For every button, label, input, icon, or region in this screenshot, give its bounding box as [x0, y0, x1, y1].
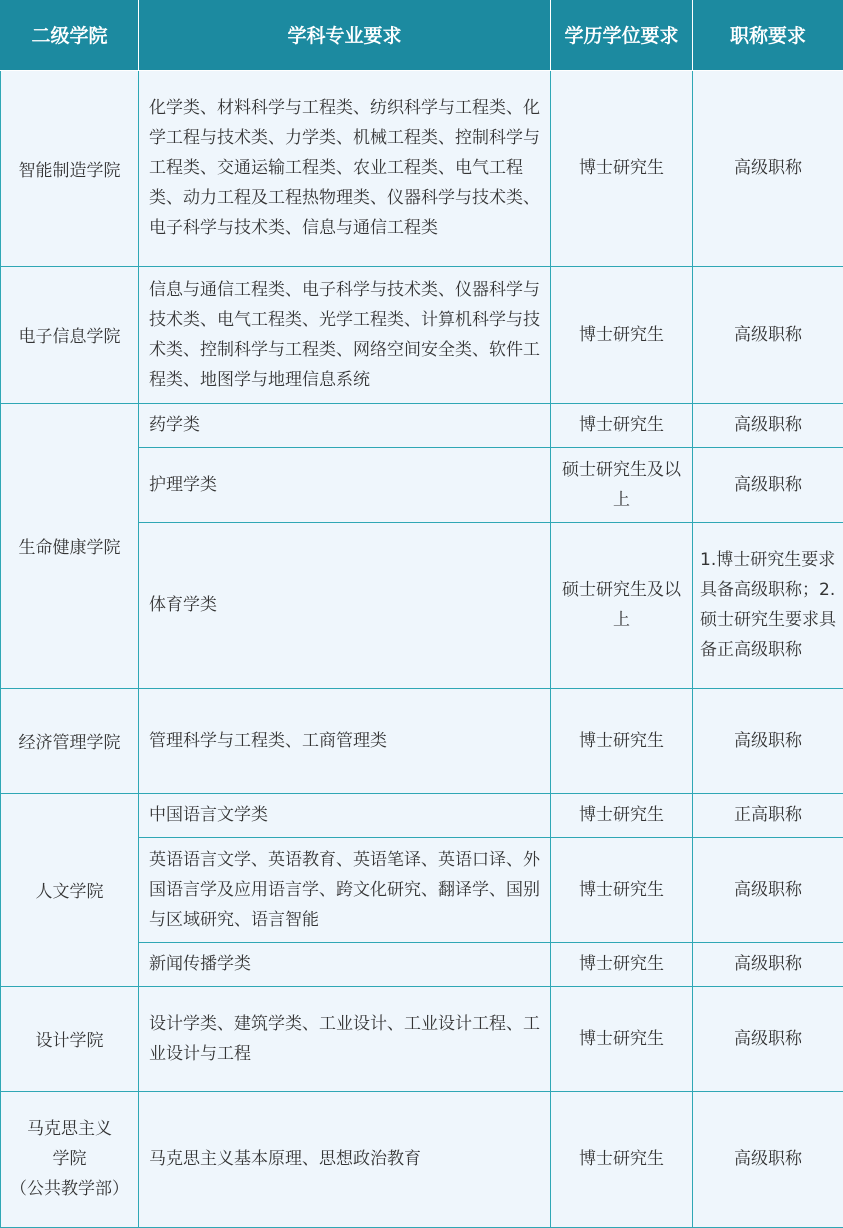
- college-cell: 设计学院: [1, 986, 139, 1091]
- subject-cell: 管理科学与工程类、工商管理类: [139, 688, 551, 793]
- title-cell: 高级职称: [693, 1091, 843, 1227]
- college-cell: 生命健康学院: [1, 403, 139, 688]
- table-row: [1, 70, 843, 266]
- header-degree: 学历学位要求: [551, 0, 693, 70]
- degree-cell: 博士研究生: [551, 986, 693, 1091]
- title-cell: 1.博士研究生要求具备高级职称；2.硕士研究生要求具备正高级职称: [693, 522, 843, 688]
- degree-cell: 博士研究生: [551, 70, 693, 266]
- subject-cell: 设计学类、建筑学类、工业设计、工业设计工程、工业设计与工程: [139, 986, 551, 1091]
- title-cell: 正高职称: [693, 793, 843, 837]
- degree-cell: 博士研究生: [551, 266, 693, 403]
- table-row: [1, 688, 843, 793]
- college-cell: 经济管理学院: [1, 688, 139, 793]
- subject-cell: 体育学类: [139, 522, 551, 688]
- college-line: （公共教学部）: [9, 1174, 130, 1204]
- college-cell: 人文学院: [1, 793, 139, 986]
- college-line: 马克思主义: [9, 1114, 130, 1144]
- title-cell: 高级职称: [693, 688, 843, 793]
- college-line: 学院: [9, 1144, 130, 1174]
- title-cell: 高级职称: [693, 986, 843, 1091]
- header-row: [1, 0, 843, 70]
- table-row: [1, 793, 843, 837]
- subject-cell: 药学类: [139, 403, 551, 447]
- title-cell: 高级职称: [693, 266, 843, 403]
- table-row: [1, 403, 843, 447]
- title-cell: 高级职称: [693, 447, 843, 522]
- title-cell: 高级职称: [693, 837, 843, 942]
- table-row: [1, 266, 843, 403]
- subject-cell: 英语语言文学、英语教育、英语笔译、英语口译、外国语言学及应用语言学、跨文化研究、翻译学、国别与区域研究、语言智能: [139, 837, 551, 942]
- header-subject: 学科专业要求: [139, 0, 551, 70]
- subject-cell: 信息与通信工程类、电子科学与技术类、仪器科学与技术类、电气工程类、光学工程类、计算机科学与技术类、控制科学与工程类、网络空间安全类、软件工程类、地图学与地理信息系统: [139, 266, 551, 403]
- degree-cell: 博士研究生: [551, 837, 693, 942]
- college-cell: 智能制造学院: [1, 70, 139, 266]
- degree-cell: 博士研究生: [551, 942, 693, 986]
- degree-cell: 硕士研究生及以上: [551, 447, 693, 522]
- subject-cell: 护理学类: [139, 447, 551, 522]
- subject-cell: 化学类、材料科学与工程类、纺织科学与工程类、化学工程与技术类、力学类、机械工程类、控制科学与工程类、交通运输工程类、农业工程类、电气工程类、动力工程及工程热物理类、仪器科学与技术类、电子科学与技术类、信息与通信工程类: [139, 70, 551, 266]
- subject-cell: 新闻传播学类: [139, 942, 551, 986]
- college-cell: [1, 1091, 139, 1227]
- degree-cell: 博士研究生: [551, 403, 693, 447]
- table-row: [1, 1091, 843, 1227]
- degree-cell: 博士研究生: [551, 688, 693, 793]
- title-cell: 高级职称: [693, 942, 843, 986]
- header-college: 二级学院: [1, 0, 139, 70]
- subject-cell: 马克思主义基本原理、思想政治教育: [139, 1091, 551, 1227]
- degree-cell: 硕士研究生及以上: [551, 522, 693, 688]
- degree-cell: 博士研究生: [551, 793, 693, 837]
- college-cell: 电子信息学院: [1, 266, 139, 403]
- subject-cell: 中国语言文学类: [139, 793, 551, 837]
- header-title: 职称要求: [693, 0, 843, 70]
- title-cell: 高级职称: [693, 403, 843, 447]
- degree-cell: 博士研究生: [551, 1091, 693, 1227]
- title-cell: 高级职称: [693, 70, 843, 266]
- table-row: [1, 986, 843, 1091]
